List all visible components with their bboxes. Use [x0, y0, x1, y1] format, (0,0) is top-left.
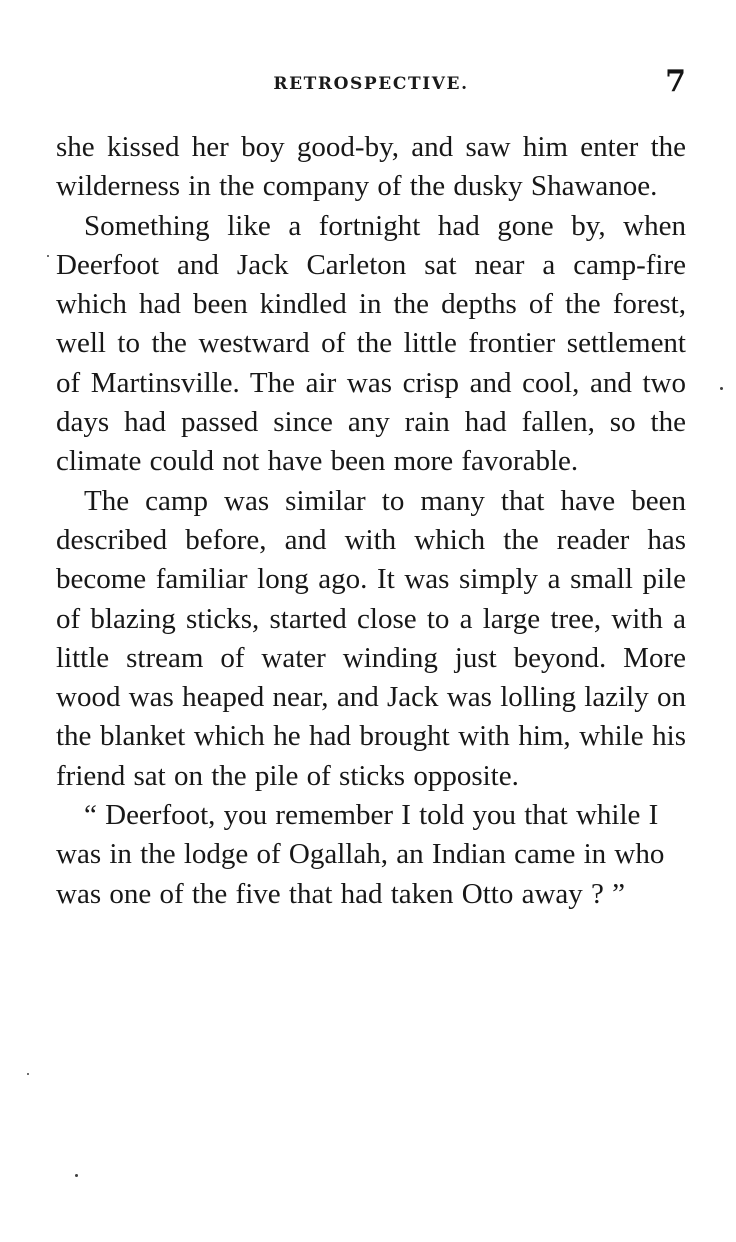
paragraph-continuation: she kissed her boy good-by, and saw him enter the wilderness in the company of the dusky Shawanoe.	[56, 131, 686, 203]
page-number: 7	[665, 64, 686, 99]
paragraph-camp: The camp was similar to many that have been described before, and with which the reader has become familiar long ago. It was simply a small pile of blazing sticks, started close to a large tree, with a little stream of water winding just beyond. More wood was heaped near, and Jack was lolling lazily on the blanket which he had brought with him, while his friend sat on the pile of sticks opposite.	[56, 484, 686, 792]
paragraph-dialogue: “ Deerfoot, you remember I told you that while I was in the lodge of Ogallah, an Indian came in who was one of the five that had taken Otto away ? ”	[56, 799, 665, 910]
print-speck	[75, 1174, 78, 1177]
running-title: RETROSPECTIVE.	[273, 74, 469, 94]
print-speck	[47, 255, 49, 257]
body-text	[56, 128, 686, 914]
running-head	[56, 64, 686, 104]
print-speck	[27, 1073, 29, 1075]
paragraph-campfire: Something like a fortnight had gone by, when Deerfoot and Jack Carleton sat near a camp-fire which had been kindled in the depths of the forest, well to the westward of the little frontier settlement of Martinsville. The air was crisp and cool, and two days had passed since any rain had fallen, so the climate could not have been more favorable.	[56, 209, 686, 478]
print-speck	[720, 387, 723, 390]
